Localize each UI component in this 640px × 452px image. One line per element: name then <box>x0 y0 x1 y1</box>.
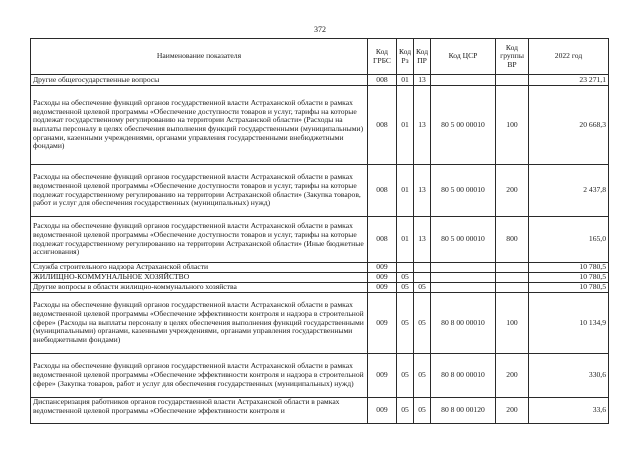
row-name: Расходы на обеспечение функций органов государственной власти Астраханской области в рамках ведомственной целевой программы «Обеспечение эффективности контроля и надзора в строительной сфере» (Закупка товаров, работ и услуг для обеспечения государственных (муниципальных) нужд) <box>31 354 368 398</box>
header-pr: Код ПР <box>414 39 431 75</box>
table-row <box>31 165 609 217</box>
table-row <box>31 293 609 354</box>
row-csr <box>431 273 496 283</box>
row-csr: 80 5 00 00010 <box>431 217 496 263</box>
row-pr: 05 <box>414 398 431 424</box>
table-row <box>31 217 609 263</box>
row-rz: 05 <box>397 293 414 354</box>
row-vr: 200 <box>496 354 529 398</box>
row-amount: 20 668,3 <box>529 86 609 165</box>
table-row <box>31 263 609 273</box>
row-pr: 05 <box>414 283 431 293</box>
row-name: Расходы на обеспечение функций органов государственной власти Астраханской области в рамках ведомственной целевой программы «Обеспечение доступности товаров и услуг, тарифы на которые подлежат государственному регулированию на территории Астраханской области» (Иные бюджетные ассигнования) <box>31 217 368 263</box>
row-vr: 100 <box>496 86 529 165</box>
row-rz: 05 <box>397 273 414 283</box>
row-rz: 01 <box>397 165 414 217</box>
row-name: Расходы на обеспечение функций органов государственной власти Астраханской области в рамках ведомственной целевой программы «Обеспечение эффективности контроля и надзора в строительной сфере» (Расходы на выплаты персоналу в целях обеспечения выполнения функций государственными (муниципальными) органами, казенными учреждениями, органами управления государственными внебюджетными фондами) <box>31 293 368 354</box>
row-rz: 01 <box>397 217 414 263</box>
row-grbs: 008 <box>368 165 397 217</box>
row-csr <box>431 263 496 273</box>
row-name: Служба строительного надзора Астраханской области <box>31 263 368 273</box>
row-amount: 33,6 <box>529 398 609 424</box>
row-amount: 2 437,8 <box>529 165 609 217</box>
row-amount: 10 780,5 <box>529 273 609 283</box>
row-name: Другие общегосударственные вопросы <box>31 75 368 86</box>
header-rz: Код Рз <box>397 39 414 75</box>
row-pr: 05 <box>414 354 431 398</box>
row-vr <box>496 283 529 293</box>
row-pr: 13 <box>414 217 431 263</box>
row-grbs: 008 <box>368 217 397 263</box>
row-csr <box>431 283 496 293</box>
row-name: Расходы на обеспечение функций органов государственной власти Астраханской области в рамках ведомственной целевой программы «Обеспечение доступности товаров и услуг, тарифы на которые подлежат государственному регулированию на территории Астраханской области» (Расходы на выплаты персоналу в целях обеспечения выполнения функций государственными (муниципальными) органами, казенными учреждениями, органами управления государственными внебюджетными фондами) <box>31 86 368 165</box>
row-amount: 330,6 <box>529 354 609 398</box>
page-number: 372 <box>314 25 326 34</box>
row-csr: 80 8 00 00120 <box>431 398 496 424</box>
row-pr: 13 <box>414 86 431 165</box>
row-grbs: 009 <box>368 293 397 354</box>
row-csr: 80 5 00 00010 <box>431 165 496 217</box>
row-amount: 10 780,5 <box>529 283 609 293</box>
row-csr: 80 5 00 00010 <box>431 86 496 165</box>
row-name: ЖИЛИЩНО-КОММУНАЛЬНОЕ ХОЗЯЙСТВО <box>31 273 368 283</box>
row-name: Диспансеризация работников органов государственной власти Астраханской области в рамках ведомственной целевой программы «Обеспечение эффективности контроля и <box>33 398 340 415</box>
row-rz: 01 <box>397 75 414 86</box>
row-rz: 01 <box>397 86 414 165</box>
row-grbs: 008 <box>368 86 397 165</box>
row-name: Расходы на обеспечение функций органов государственной власти Астраханской области в рамках ведомственной целевой программы «Обеспечение доступности товаров и услуг, тарифы на которые подлежат государственному регулированию на территории Астраханской области» (Закупка товаров, работ и услуг для обеспечения государственных (муниципальных) нужд) <box>31 165 368 217</box>
header-csr: Код ЦСР <box>431 39 496 75</box>
row-amount: 165,0 <box>529 217 609 263</box>
row-amount: 10 134,9 <box>529 293 609 354</box>
row-vr: 800 <box>496 217 529 263</box>
row-pr: 05 <box>414 293 431 354</box>
row-csr: 80 8 00 00010 <box>431 354 496 398</box>
header-grbs: Код ГРБС <box>368 39 397 75</box>
row-vr <box>496 75 529 86</box>
row-pr: 13 <box>414 165 431 217</box>
row-csr <box>431 75 496 86</box>
row-vr: 200 <box>496 398 529 424</box>
row-name: Другие вопросы в области жилищно-коммунального хозяйства <box>31 283 368 293</box>
table-row <box>31 75 609 86</box>
row-grbs: 009 <box>368 398 397 424</box>
row-rz: 05 <box>397 398 414 424</box>
table-row <box>31 273 609 283</box>
row-grbs: 009 <box>368 354 397 398</box>
row-pr <box>414 263 431 273</box>
row-grbs: 009 <box>368 273 397 283</box>
row-pr <box>414 273 431 283</box>
row-vr <box>496 263 529 273</box>
row-vr <box>496 273 529 283</box>
row-csr: 80 8 00 00010 <box>431 293 496 354</box>
table-row <box>31 398 609 424</box>
row-vr: 200 <box>496 165 529 217</box>
row-amount: 23 271,1 <box>529 75 609 86</box>
row-pr: 13 <box>414 75 431 86</box>
table-header-row <box>31 39 609 75</box>
row-grbs: 008 <box>368 75 397 86</box>
row-amount: 10 780,5 <box>529 263 609 273</box>
header-name: Наименование показателя <box>31 39 368 75</box>
row-rz: 05 <box>397 283 414 293</box>
table-row <box>31 354 609 398</box>
header-vr: Код группы ВР <box>496 39 529 75</box>
row-grbs: 009 <box>368 283 397 293</box>
row-grbs: 009 <box>368 263 397 273</box>
table-row <box>31 283 609 293</box>
budget-table <box>30 38 609 424</box>
table-row <box>31 86 609 165</box>
row-rz <box>397 263 414 273</box>
row-vr: 100 <box>496 293 529 354</box>
header-year: 2022 год <box>529 39 609 75</box>
row-rz: 05 <box>397 354 414 398</box>
